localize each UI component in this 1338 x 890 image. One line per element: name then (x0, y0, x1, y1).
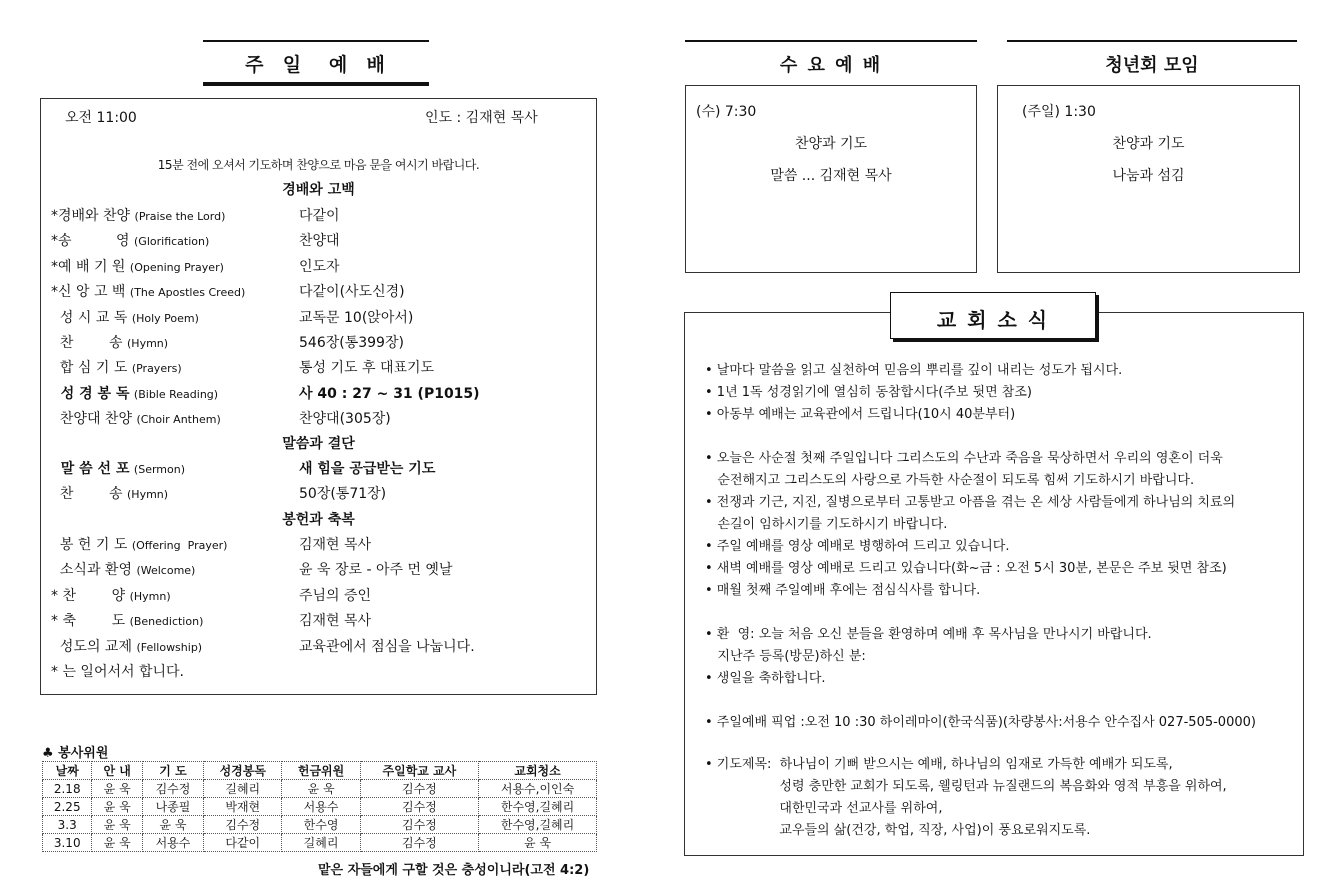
order-item-english: (Glorification) (134, 235, 210, 249)
order-item-korean: 성 경 봉 독 (51, 385, 130, 402)
volunteers-header-cell: 헌금위원 (282, 762, 360, 780)
order-item-english: (Praise the Lord) (134, 210, 226, 223)
youth-line-fellowship: 나눔과 섬김 (1112, 168, 1185, 184)
order-item-value: 다같이(사도신경) (299, 284, 405, 301)
volunteers-header-row (43, 762, 597, 780)
table-cell: 윤 욱 (479, 834, 597, 852)
order-item-value: 교독문 10(앉아서) (299, 309, 414, 326)
news-item: 순전해지고 그리스도의 사랑으로 가득한 사순절이 되도록 힘써 기도하시기 바랍니다. (705, 473, 1195, 488)
volunteers-header-cell: 성경봉독 (204, 762, 282, 780)
volunteers-header-cell: 안 내 (92, 762, 142, 780)
section-heading-word: 말씀과 결단 (282, 436, 355, 452)
volunteers-table (42, 761, 597, 852)
order-item-name (51, 357, 182, 377)
table-cell: 윤 욱 (92, 798, 142, 816)
order-item-english: (Offering Prayer) (131, 539, 228, 552)
order-item-english: (Opening Prayer) (129, 260, 224, 274)
order-row (41, 307, 601, 331)
order-item-name (51, 230, 209, 250)
table-cell: 윤 욱 (92, 780, 142, 798)
youth-line-praise: 찬양과 기도 (1112, 136, 1185, 152)
order-row (41, 636, 601, 660)
table-cell: 김수정 (142, 780, 203, 798)
news-item: 손길이 임하시기를 기도하시기 바랍니다. (705, 517, 948, 532)
youth-time: (주일) 1:30 (1022, 104, 1096, 120)
order-item-korean: 찬양대 찬양 (51, 411, 132, 428)
order-item-value: 새 힘을 공급받는 기도 (299, 461, 436, 477)
wednesday-box (685, 85, 977, 273)
table-cell: 나종필 (142, 798, 203, 816)
order-rows-worship (41, 205, 598, 435)
wednesday-time: (수) 7:30 (696, 104, 757, 120)
service-time: 오전 11:00 (65, 110, 137, 126)
order-item-value: 교육관에서 점심을 나눕니다. (299, 638, 475, 655)
order-item-english: (Hymn) (127, 488, 169, 502)
order-item-name (51, 610, 203, 630)
order-item-english: (Benediction) (129, 615, 204, 629)
order-item-korean: 찬 송 (51, 486, 123, 503)
order-item-name (51, 636, 202, 656)
order-row (41, 383, 601, 407)
order-item-korean: *예 배 기 원 (51, 258, 126, 275)
order-item-english: (Holy Poem) (131, 311, 199, 325)
news-title: 교 회 소 식 (936, 308, 1050, 332)
table-cell: 김수정 (360, 834, 478, 852)
order-row (41, 483, 601, 507)
order-row (41, 408, 601, 432)
table-cell: 김수정 (204, 816, 282, 834)
order-item-korean: 말 씀 선 포 (51, 461, 130, 477)
section-heading-offering: 봉헌과 축복 (282, 512, 355, 528)
order-item-english: (Choir Anthem) (136, 413, 221, 427)
news-item: • 생일을 축하합니다. (705, 671, 826, 686)
order-item-english: (Hymn) (129, 589, 171, 603)
table-cell: 김수정 (360, 798, 478, 816)
volunteers-title: ♣ 봉사위원 (42, 746, 109, 761)
table-cell: 김수정 (360, 816, 478, 834)
order-item-korean: *경배와 찬양 (51, 208, 131, 224)
wednesday-line-praise: 찬양과 기도 (794, 136, 868, 152)
bible-verse: 맡은 자들에게 구할 것은 충성이니라(고전 4:2) (318, 863, 590, 878)
order-item-name (51, 585, 171, 605)
news-item: • 오늘은 사순절 첫째 주일입니다 그리스도의 수난과 죽음을 묵상하면서 우리의 영혼이 더욱 (705, 451, 1223, 466)
order-item-value: 546장(통399장) (299, 335, 404, 351)
order-item-english: (Bible Reading) (133, 387, 219, 401)
order-row (41, 610, 601, 634)
order-item-english: (Prayers) (131, 362, 182, 376)
table-row (43, 780, 597, 798)
table-cell: 박재현 (204, 798, 282, 816)
order-item-english: (Fellowship) (136, 640, 203, 654)
volunteers-header-cell: 교회청소 (479, 762, 597, 780)
youth-top-rule (1007, 40, 1297, 42)
order-row (41, 205, 601, 229)
order-item-korean: *신 앙 고 백 (51, 284, 126, 301)
arrival-notice: 15분 전에 오셔서 기도하며 찬양으로 마음 문을 여시기 바랍니다. (157, 158, 480, 172)
news-item: • 새벽 예배를 영상 예배로 드리고 있습니다(화~금 : 오전 5시 30분, 본문은 주보 뒷면 참조) (705, 561, 1227, 576)
table-cell: 3.10 (43, 834, 92, 852)
wednesday-line-sermon: 말씀 ... 김재현 목사 (770, 168, 892, 184)
sunday-order-box (40, 98, 597, 695)
table-row (43, 816, 597, 834)
order-row (41, 585, 601, 609)
table-cell: 2.25 (43, 798, 92, 816)
wednesday-title: 수 요 예 배 (779, 55, 883, 76)
youth-title: 청년회 모임 (1105, 55, 1199, 76)
service-leader: 인도 : 김재현 목사 (425, 110, 538, 126)
standing-footnote: * 는 일어서서 합니다. (51, 664, 184, 680)
news-item: 대한민국과 선교사를 위하여, (705, 801, 943, 816)
volunteers-header-cell: 기 도 (142, 762, 203, 780)
order-row (41, 534, 601, 558)
order-row (41, 559, 601, 583)
sunday-header-top-rule (203, 40, 429, 42)
table-cell: 윤 욱 (142, 816, 203, 834)
table-cell: 서용수,이인숙 (479, 780, 597, 798)
order-item-value: 김재현 목사 (299, 537, 372, 553)
order-item-value: 통성 기도 후 대표기도 (299, 360, 435, 377)
news-item: • 아동부 예배는 교육관에서 드립니다(10시 40분부터) (705, 407, 1016, 422)
order-item-name (51, 559, 195, 579)
news-item: • 기도제목: 하나님이 기뻐 받으시는 예배, 하나님의 임재로 가득한 예배가 되도록, (705, 757, 1173, 772)
news-item: 성령 충만한 교회가 되도록, 웰링턴과 뉴질랜드의 복음화와 영적 부흥을 위하여, (705, 779, 1227, 794)
order-item-english: (Welcome) (136, 564, 196, 578)
order-row (41, 281, 601, 305)
order-item-name (51, 205, 225, 225)
table-cell: 3.3 (43, 816, 92, 834)
order-item-korean: 봉 헌 기 도 (51, 537, 128, 553)
order-item-korean: * 축 도 (51, 613, 126, 630)
order-item-english: (Sermon) (133, 463, 186, 476)
table-cell: 윤 욱 (282, 780, 360, 798)
news-box (684, 312, 1304, 856)
order-item-korean: 성도의 교제 (51, 638, 132, 655)
order-item-korean: *송 영 (51, 233, 130, 250)
order-item-name (51, 307, 199, 327)
order-rows-offering (41, 534, 598, 664)
news-item: • 주일예배 픽업 :오전 10 :30 하이레마이(한국식품)(차량봉사:서용수 안수집사 027-505-0000) (705, 715, 1256, 730)
news-item: • 환 영: 오늘 처음 오신 분들을 환영하며 예배 후 목사님을 만나시기 바랍니다. (705, 627, 1152, 642)
table-cell: 길혜리 (282, 834, 360, 852)
order-rows-word (41, 458, 598, 510)
order-row (41, 230, 601, 254)
order-item-value: 김재현 목사 (299, 613, 372, 630)
order-item-value: 찬양대 (299, 233, 340, 250)
volunteers-header-cell: 주일학교 교사 (360, 762, 478, 780)
order-item-name (51, 383, 218, 403)
news-item: • 주일 예배를 영상 예배로 병행하여 드리고 있습니다. (705, 539, 1010, 554)
order-item-korean: 찬 송 (51, 335, 123, 351)
order-item-name (51, 256, 224, 276)
order-item-english: (The Apostles Creed) (129, 286, 246, 300)
order-item-value: 50장(통71장) (299, 486, 387, 503)
order-item-korean: 소식과 환영 (51, 562, 132, 579)
order-item-value: 인도자 (299, 258, 340, 275)
section-heading-worship: 경배와 고백 (282, 182, 355, 198)
news-item: • 전쟁과 기근, 지진, 질병으로부터 고통받고 아픔을 겪는 온 세상 사람들에게 하나님의 치료의 (705, 495, 1236, 510)
table-cell: 다같이 (204, 834, 282, 852)
order-item-english: (Hymn) (127, 337, 169, 350)
sunday-header-bottom-rule (203, 82, 429, 86)
table-cell: 한수영,길혜리 (479, 816, 597, 834)
order-item-name (51, 281, 245, 301)
news-item: 지난주 등록(방문)하신 분: (705, 649, 866, 664)
table-cell: 윤 욱 (92, 816, 142, 834)
table-cell: 한수영 (282, 816, 360, 834)
order-item-value: 사 40 : 27 ~ 31 (P1015) (299, 385, 480, 402)
table-row (43, 834, 597, 852)
news-item: 교우들의 삶(건강, 학업, 직장, 사업)이 풍요로워지도록. (705, 823, 1091, 838)
news-item: • 날마다 말씀을 읽고 실천하여 믿음의 뿌리를 깊이 내리는 성도가 됩시다. (705, 363, 1123, 378)
news-title-frame (890, 292, 1096, 339)
order-item-value: 주님의 증인 (299, 587, 372, 604)
order-row (41, 357, 601, 381)
order-item-korean: * 찬 양 (51, 587, 126, 604)
news-item: • 1년 1독 성경읽기에 열심히 동참합시다(주보 뒷면 참조) (705, 385, 1032, 400)
table-cell: 길혜리 (204, 780, 282, 798)
order-item-value: 찬양대(305장) (299, 411, 391, 428)
youth-box (997, 85, 1300, 273)
order-item-name (51, 483, 168, 503)
table-row (43, 798, 597, 816)
news-list (685, 313, 1303, 853)
volunteers-header-cell: 날짜 (43, 762, 92, 780)
order-item-korean: 합 심 기 도 (51, 360, 128, 377)
order-row (41, 256, 601, 280)
order-item-value: 다같이 (299, 208, 340, 224)
table-cell: 2.18 (43, 780, 92, 798)
order-item-name (51, 408, 221, 428)
news-item: • 매월 첫째 주일예배 후에는 점심식사를 합니다. (705, 583, 981, 598)
order-item-name (51, 534, 227, 554)
table-cell: 김수정 (360, 780, 478, 798)
table-cell: 서용수 (282, 798, 360, 816)
order-row (41, 332, 601, 356)
order-item-korean: 성 시 교 독 (51, 309, 128, 326)
order-item-name (51, 458, 185, 478)
order-item-value: 윤 욱 장로 - 아주 먼 옛날 (299, 562, 453, 579)
table-cell: 윤 욱 (92, 834, 142, 852)
table-cell: 한수영,길혜리 (479, 798, 597, 816)
order-item-name (51, 332, 168, 352)
order-row (41, 458, 601, 482)
table-cell: 서용수 (142, 834, 203, 852)
sunday-title: 주 일 예 배 (245, 54, 387, 76)
wednesday-top-rule (685, 40, 977, 42)
